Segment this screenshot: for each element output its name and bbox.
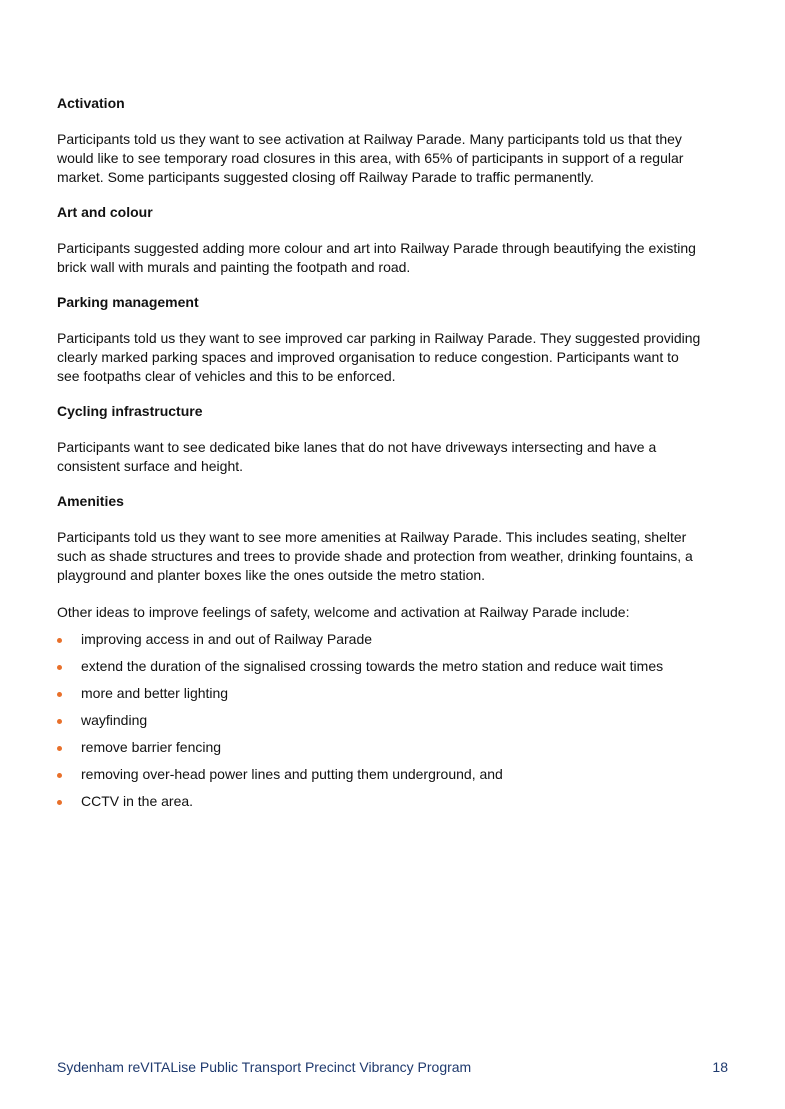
paragraph-line: see footpaths clear of vehicles and this to be enforced. <box>57 368 396 384</box>
paragraph-line: consistent surface and height. <box>57 458 244 474</box>
ideas-list <box>57 630 747 819</box>
bullet-icon <box>57 692 62 697</box>
section-heading: Parking management <box>57 294 199 310</box>
intro-text: Other ideas to improve feelings of safety, welcome and activation at Railway Parade include: <box>57 604 630 620</box>
list-item <box>57 765 747 792</box>
paragraph-line: brick wall with murals and painting the footpath and road. <box>57 259 411 275</box>
section-heading: Activation <box>57 95 125 111</box>
list-item-text: wayfinding <box>81 712 148 728</box>
section-paragraph <box>57 130 747 187</box>
section-paragraph <box>57 528 747 585</box>
list-item-text: extend the duration of the signalised crossing towards the metro station and reduce wait times <box>81 658 664 674</box>
bullet-icon <box>57 746 62 751</box>
paragraph-line: market. Some participants suggested closing off Railway Parade to traffic permanently. <box>57 169 594 185</box>
document-body <box>57 94 747 819</box>
paragraph-line: Participants told us they want to see activation at Railway Parade. Many participants told us that they <box>57 131 682 147</box>
list-item <box>57 657 747 684</box>
bullet-icon <box>57 800 62 805</box>
bullet-icon <box>57 773 62 778</box>
paragraph-line: such as shade structures and trees to provide shade and protection from weather, drinking fountains, a <box>57 548 693 564</box>
page-footer <box>57 1059 728 1075</box>
section-heading: Amenities <box>57 493 124 509</box>
section-paragraph <box>57 438 747 476</box>
list-item <box>57 630 747 657</box>
list-item-text: more and better lighting <box>81 685 229 701</box>
paragraph-line: Participants told us they want to see more amenities at Railway Parade. This includes seating, shelter <box>57 529 687 545</box>
bullet-icon <box>57 719 62 724</box>
list-item-text: CCTV in the area. <box>81 793 194 809</box>
list-item <box>57 711 747 738</box>
paragraph-line: Participants want to see dedicated bike lanes that do not have driveways intersecting and have a <box>57 439 657 455</box>
bullet-icon <box>57 638 62 643</box>
paragraph-line: would like to see temporary road closures in this area, with 65% of participants in support of a regular <box>57 150 684 166</box>
paragraph-line: Participants suggested adding more colour and art into Railway Parade through beautifying the existing <box>57 240 696 256</box>
paragraph-line: Participants told us they want to see improved car parking in Railway Parade. They suggested providing <box>57 330 701 346</box>
paragraph-line: playground and planter boxes like the ones outside the metro station. <box>57 567 486 583</box>
list-item-text: improving access in and out of Railway Parade <box>81 631 373 647</box>
section-heading: Cycling infrastructure <box>57 403 203 419</box>
page-number: 18 <box>712 1059 728 1075</box>
list-item <box>57 684 747 711</box>
list-item <box>57 738 747 765</box>
list-item-text: removing over-head power lines and putting them underground, and <box>81 766 503 782</box>
section-paragraph <box>57 239 747 277</box>
list-item-text: remove barrier fencing <box>81 739 222 755</box>
bullet-icon <box>57 665 62 670</box>
paragraph-line: clearly marked parking spaces and improved organisation to reduce congestion. Participants want to <box>57 349 679 365</box>
section-heading: Art and colour <box>57 204 153 220</box>
section-paragraph <box>57 329 747 386</box>
footer-title: Sydenham reVITALise Public Transport Precinct Vibrancy Program <box>57 1059 472 1075</box>
list-item <box>57 792 747 819</box>
